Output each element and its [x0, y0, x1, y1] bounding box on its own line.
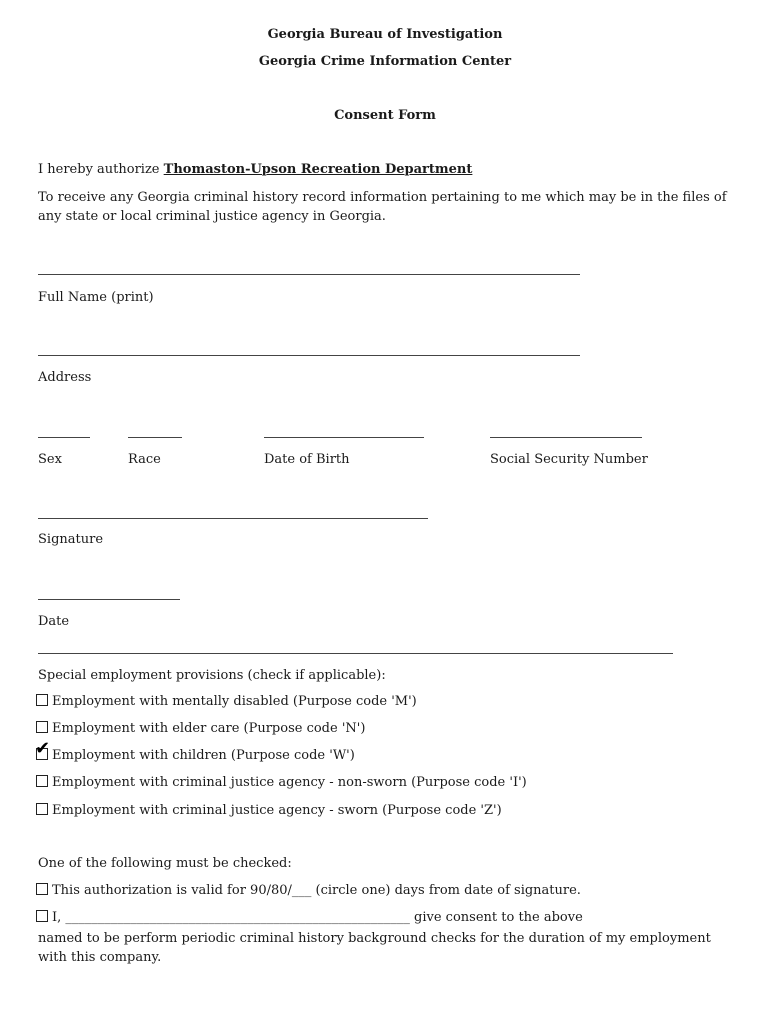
form-title: Consent Form [334, 108, 436, 123]
section-divider [38, 653, 673, 654]
full-name-label: Full Name (print) [38, 290, 154, 305]
authorize-body: To receive any Georgia criminal history record information pertaining to me which may be in the files of any state or local criminal justice agency in Georgia. [38, 190, 727, 224]
authorize-prefix: I hereby authorize [38, 162, 160, 177]
provision-label: Employment with elder care (Purpose code 'N') [52, 721, 366, 736]
consent-option-2-line1: I, _____________________________________________________ give consent to the above [52, 910, 583, 925]
provision-item[interactable] [36, 694, 417, 709]
date-line[interactable] [38, 599, 180, 600]
provision-item[interactable] [35, 738, 355, 763]
race-label: Race [128, 452, 161, 467]
provision-item[interactable] [36, 803, 502, 818]
ssn-label: Social Security Number [490, 452, 648, 467]
signature-label: Signature [38, 532, 104, 547]
dob-label: Date of Birth [264, 452, 350, 467]
checkbox[interactable] [36, 694, 48, 706]
provision-label: Employment with mentally disabled (Purpose code 'M') [52, 694, 417, 709]
consent-heading: One of the following must be checked: [38, 856, 292, 871]
checkmark-icon: ✔ [35, 738, 51, 759]
consent-option-1[interactable] [36, 883, 581, 898]
consent-option-2-rest: named to be perform periodic criminal history background checks for the duration of my employment with this company. [38, 931, 711, 965]
signature-line[interactable] [38, 518, 428, 519]
checkbox[interactable] [36, 775, 48, 787]
date-label: Date [38, 614, 70, 629]
checkbox[interactable] [36, 910, 48, 922]
ssn-line[interactable] [490, 437, 642, 438]
provision-label: Employment with criminal justice agency - sworn (Purpose code 'Z') [52, 803, 502, 818]
provisions-heading: Special employment provisions (check if applicable): [38, 668, 386, 683]
sex-label: Sex [38, 452, 62, 467]
checkbox[interactable] [36, 721, 48, 733]
consent-option-1-label: This authorization is valid for 90/80/___ (circle one) days from date of signature. [52, 883, 581, 898]
sex-line[interactable] [38, 437, 90, 438]
address-line[interactable] [38, 355, 580, 356]
header-center: Georgia Crime Information Center [258, 54, 512, 69]
checkbox[interactable] [36, 803, 48, 815]
race-line[interactable] [128, 437, 182, 438]
checkbox[interactable] [36, 883, 48, 895]
header-org: Georgia Bureau of Investigation [267, 27, 503, 42]
address-label: Address [38, 370, 92, 385]
authorize-line [38, 162, 472, 177]
provision-label: Employment with children (Purpose code 'W') [52, 748, 355, 763]
provision-label: Employment with criminal justice agency - non-sworn (Purpose code 'I') [52, 775, 527, 790]
full-name-line[interactable] [38, 274, 580, 275]
checkbox-checked[interactable] [35, 738, 51, 760]
provision-item[interactable] [36, 775, 527, 790]
dob-line[interactable] [264, 437, 424, 438]
provision-item[interactable] [36, 721, 365, 736]
authorized-organization: Thomaston-Upson Recreation Department [163, 162, 473, 177]
consent-option-2[interactable] [36, 910, 583, 925]
